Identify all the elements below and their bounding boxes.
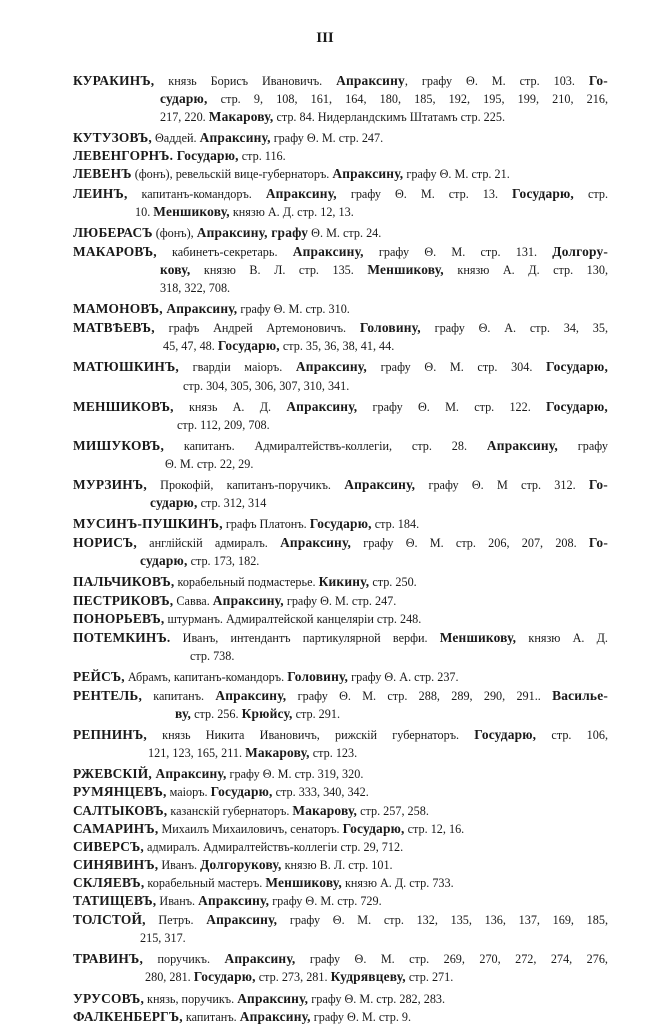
addressee: Апраксину, xyxy=(215,688,287,703)
entry-name: ПОТЕМКИНЪ. xyxy=(73,629,171,645)
entry-text: Михаилъ Михаиловичъ, сенаторъ. xyxy=(158,821,343,836)
entry-text: графу Θ. М. стр. 310. xyxy=(237,302,350,317)
index-entry xyxy=(73,515,608,533)
addressee: Государю, xyxy=(546,398,608,414)
addressee: Апраксину, xyxy=(265,185,337,201)
entry-text: 318, 322, 708. xyxy=(160,281,231,296)
entry-text: стр. 123. xyxy=(309,746,358,761)
entry-first-line xyxy=(73,990,608,1008)
addressee: Го- xyxy=(588,476,608,492)
index-entry xyxy=(73,892,608,910)
entry-first-line xyxy=(73,165,608,183)
entry-continuation-line xyxy=(73,968,608,986)
entry-name: ТАТИЩЕВЪ, xyxy=(73,893,157,909)
entry-first-line xyxy=(73,224,608,242)
entry-text: графу Θ. М. стр. 282, 283. xyxy=(308,991,446,1006)
entry-text: стр. 304, 305, 306, 307, 310, 341. xyxy=(183,378,350,393)
entry-text: штурманъ. Адмиралтейской канцеляріи стр. 248. xyxy=(164,611,422,626)
index-entry xyxy=(73,668,608,686)
entry-first-line xyxy=(73,300,608,318)
entry-first-line xyxy=(73,765,608,783)
addressee: Долгорукову, xyxy=(200,856,282,872)
entry-text: стр. 312, 314 xyxy=(197,496,267,511)
entry-text: Петръ. xyxy=(145,913,207,928)
addressee: Апраксину, xyxy=(224,951,296,967)
index-entry xyxy=(73,224,608,242)
entry-first-line xyxy=(73,838,608,856)
entry-text: графу Θ. М. стр. 729. xyxy=(269,894,382,909)
entry-text: 215, 317. xyxy=(140,931,186,946)
index-entry xyxy=(73,874,608,892)
addressee: Государю, xyxy=(309,516,372,532)
index-entry xyxy=(73,165,608,183)
addressee: Государю, xyxy=(546,359,608,375)
entry-text: стр. 173, 182. xyxy=(187,554,260,569)
index-entry xyxy=(73,300,608,318)
entry-first-line xyxy=(73,726,608,744)
entry-text: графу Θ. М. стр. 122. xyxy=(357,399,547,414)
entry-text: графу Θ. М стр. 312. xyxy=(415,477,589,492)
entry-text: Прокофій, капитанъ-поручикъ. xyxy=(146,477,345,492)
entry-text: 10. xyxy=(135,204,154,219)
addressee: кову, xyxy=(160,261,191,277)
entry-text: Θаддей. xyxy=(151,131,200,146)
index-entry xyxy=(73,534,608,570)
entry-text: Иванъ. xyxy=(156,894,199,909)
entry-name: САМАРИНЪ, xyxy=(73,820,159,836)
addressee: Апраксину, xyxy=(486,437,558,453)
entry-text: князь, поручикъ. xyxy=(144,991,238,1006)
entry-first-line xyxy=(73,892,608,910)
index-entry xyxy=(73,72,608,126)
index-entry xyxy=(73,319,608,355)
entry-text: стр. 291. xyxy=(292,707,341,722)
entry-first-line xyxy=(73,398,608,416)
entry-text: корабельный подмастерье. xyxy=(174,575,319,590)
entry-name: НОРИСЪ, xyxy=(73,535,137,551)
entry-name: СИВЕРСЪ, xyxy=(73,838,144,854)
entry-text: Савва. xyxy=(173,593,213,608)
entry-text: графу Θ. М. стр. 304. xyxy=(366,360,547,375)
entry-text: капитанъ-командоръ. xyxy=(127,186,266,201)
index-entry xyxy=(73,950,608,986)
entry-name: СКЛЯЕВЪ, xyxy=(73,874,145,890)
addressee: Государю, xyxy=(210,784,273,800)
addressee: Государю, xyxy=(342,820,405,836)
index-entry xyxy=(73,147,608,165)
entry-text: стр. 256. xyxy=(191,707,242,722)
entry-text: капитанъ. xyxy=(142,689,216,703)
entry-text: графу Θ. М. стр. 131. xyxy=(363,244,553,259)
entry-name: МУРЗИНЪ, xyxy=(73,476,147,492)
entry-first-line xyxy=(73,592,608,610)
entry-name: МАТВѢЕВЪ, xyxy=(73,320,155,336)
index-entry xyxy=(73,185,608,221)
entry-text: князю В. Л. стр. 101. xyxy=(281,857,393,872)
entry-text: (фонъ), ревельскій вице-губернаторъ. xyxy=(131,167,333,182)
entry-text: князю А. Д. стр. 733. xyxy=(341,875,454,890)
entry-name: МЕНШИКОВЪ, xyxy=(73,398,174,414)
entry-text: корабельный мастеръ. xyxy=(144,875,266,890)
entry-continuation-line xyxy=(73,279,608,297)
addressee: сударю, xyxy=(150,495,198,511)
addressee: Апраксину, xyxy=(237,990,309,1006)
entry-text: князю В. Л. стр. 135. xyxy=(190,262,368,277)
entry-text: гвардіи маіоръ. xyxy=(178,360,296,375)
entry-text: графу Θ. М. стр. 288, 289, 290, 291.. xyxy=(286,689,553,703)
entry-continuation-line xyxy=(73,261,608,279)
entry-text: князь Борисъ Ивановичъ. xyxy=(154,74,337,88)
entry-continuation-line xyxy=(73,337,608,355)
addressee: Долгору- xyxy=(552,243,608,259)
entry-name: ЛЕВЕНГОРНЪ. Государю, xyxy=(73,148,239,164)
addressee: Государю, xyxy=(193,969,256,985)
entry-first-line xyxy=(73,687,608,705)
index-entry xyxy=(73,129,608,147)
entry-name: ЛЕИНЪ, xyxy=(73,185,128,201)
addressee: Апраксину, xyxy=(206,912,278,928)
entry-name: РЕПНИНЪ, xyxy=(73,727,147,743)
addressee: Го- xyxy=(588,535,608,551)
entry-text: капитанъ. Адмиралтействъ-коллегіи, стр. 28. xyxy=(164,438,487,453)
entry-text: кабинетъ-секретарь. xyxy=(156,244,293,259)
addressee: сударю, xyxy=(160,91,208,107)
entry-first-line xyxy=(73,319,608,337)
entry-name: МИШУКОВЪ, xyxy=(73,437,164,453)
entry-first-line xyxy=(73,534,608,552)
entry-text: англійскій адмиралъ. xyxy=(136,536,281,551)
index-entry xyxy=(73,856,608,874)
addressee: Апраксину, xyxy=(292,243,364,259)
entry-text: графу Θ. М. стр. 9. xyxy=(310,1009,412,1024)
addressee: Василье- xyxy=(552,688,608,703)
index-entry xyxy=(73,726,608,762)
entry-first-line xyxy=(73,243,608,261)
entry-text: графу Θ. М. стр. 132, 135, 136, 137, 169, 185, xyxy=(277,913,608,928)
entry-first-line xyxy=(73,358,608,376)
entry-text: 121, 123, 165, 211. xyxy=(148,746,246,761)
entry-first-line xyxy=(73,874,608,892)
entry-text: стр. xyxy=(573,186,608,201)
addressee: Апраксину, xyxy=(212,592,284,608)
entry-text: стр. 35, 36, 38, 41, 44. xyxy=(279,339,395,354)
entry-continuation-line xyxy=(73,377,608,395)
addressee: Головину, xyxy=(287,668,349,684)
entry-name: САЛТЫКОВЪ, xyxy=(73,802,168,818)
index-entry xyxy=(73,765,608,783)
entry-name: МАКАРОВЪ, xyxy=(73,243,157,259)
addressee: Кикину, xyxy=(318,574,370,590)
entry-name: КУТУЗОВЪ, xyxy=(73,130,152,146)
entry-first-line xyxy=(73,185,608,203)
entry-text: графъ Платонъ. xyxy=(222,517,310,532)
entry-text: стр. 9, 108, 161, 164, 180, 185, 192, 195, 199, 210, 216, xyxy=(207,92,608,107)
addressee: Апраксину, xyxy=(286,398,358,414)
entry-text: стр. 184. xyxy=(371,517,420,532)
entry-continuation-line xyxy=(73,705,608,723)
addressee: Меншикову, xyxy=(265,874,342,890)
entry-text: графу xyxy=(557,438,608,453)
entry-name: КУРАКИНЪ, xyxy=(73,73,155,88)
entry-text: поручикъ. xyxy=(143,952,225,967)
entry-name: ТОЛСТОЙ, xyxy=(73,912,146,928)
entry-text: графу Θ. А. стр. 237. xyxy=(348,669,459,684)
entry-first-line xyxy=(73,1008,608,1026)
entry-text: стр. 273, 281. xyxy=(255,970,331,985)
entry-first-line xyxy=(73,856,608,874)
entry-text: графу Θ. М. стр. 13. xyxy=(336,186,513,201)
entry-name: ПАЛЬЧИКОВЪ, xyxy=(73,574,175,590)
addressee: Апраксину, xyxy=(280,535,352,551)
entry-continuation-line xyxy=(73,744,608,762)
entry-text: князю А. Д. xyxy=(516,630,608,645)
index-entry xyxy=(73,1008,608,1026)
entry-name: РЕЙСЪ, xyxy=(73,668,125,684)
entry-text: графу Θ. М. стр. 206, 207, 208. xyxy=(351,536,589,551)
entry-text: адмиралъ. Адмиралтействъ-коллегіи стр. 29, 712. xyxy=(143,839,404,854)
index-entry xyxy=(73,783,608,801)
entry-name: ПОНОРЬЕВЪ, xyxy=(73,610,165,626)
entry-name: УРУСОВЪ, xyxy=(73,990,144,1006)
entry-name: МАМОНОВЪ, Апраксину, xyxy=(73,301,238,317)
entry-text: графу Θ. А. стр. 34, 35, xyxy=(420,321,608,336)
entry-first-line xyxy=(73,802,608,820)
addressee: Го- xyxy=(588,73,608,88)
addressee: Меншикову, xyxy=(153,203,230,219)
addressee: Меншикову, xyxy=(367,261,444,277)
addressee: Меншикову, xyxy=(439,629,517,645)
entry-text: 45, 47, 48. xyxy=(163,339,218,354)
entry-text: графу Θ. М. стр. 319, 320. xyxy=(226,767,364,782)
addressee: Кудрявцеву, xyxy=(330,969,406,985)
index-entry xyxy=(73,437,608,473)
entry-text: стр. 271. xyxy=(405,970,454,985)
addressee: Макарову, xyxy=(245,745,310,761)
addressee: Апраксину xyxy=(336,73,405,88)
entry-text: 217, 220. xyxy=(160,110,209,125)
addressee: Апраксину, xyxy=(239,1008,311,1024)
entry-text: Абрамъ, капитанъ-командоръ. xyxy=(124,669,288,684)
entry-text: , графу Θ. М. стр. 103. xyxy=(404,74,589,88)
entry-text: 280, 281. xyxy=(145,970,194,985)
index-entry xyxy=(73,911,608,947)
index-entry xyxy=(73,243,608,297)
entry-text: графу Θ. М. стр. 269, 270, 272, 274, 276, xyxy=(295,952,608,967)
entry-first-line xyxy=(73,437,608,455)
entry-text: Θ. М. стр. 22, 29. xyxy=(165,456,254,471)
entry-text: стр. 333, 340, 342. xyxy=(272,785,369,800)
entry-text: стр. 257, 258. xyxy=(357,803,429,818)
entry-name: МАТЮШКИНЪ, xyxy=(73,359,179,375)
entry-first-line xyxy=(73,129,608,147)
addressee: Апраксину, xyxy=(332,166,404,182)
name-index xyxy=(73,71,608,1026)
addressee: ву, xyxy=(175,706,192,722)
entry-continuation-line xyxy=(73,203,608,221)
entry-name: ТРАВИНЪ, xyxy=(73,951,144,967)
entry-first-line xyxy=(73,629,608,647)
entry-first-line xyxy=(73,783,608,801)
entry-text: графу Θ. М. стр. 247. xyxy=(270,131,384,146)
index-entry xyxy=(73,838,608,856)
entry-continuation-line xyxy=(73,494,608,512)
addressee: Головину, xyxy=(359,320,421,336)
addressee: Апраксину, xyxy=(199,130,271,146)
entry-continuation-line xyxy=(73,552,608,570)
addressee: Государю, xyxy=(512,185,574,201)
index-entry xyxy=(73,476,608,512)
index-entry xyxy=(73,398,608,434)
entry-continuation-line xyxy=(73,416,608,434)
addressee: Макарову, xyxy=(292,802,358,818)
entry-name: ФАЛКЕНБЕРГЪ, xyxy=(73,1008,183,1024)
index-entry xyxy=(73,820,608,838)
entry-name: РЕНТЕЛЬ, xyxy=(73,688,142,703)
addressee: Апраксину, xyxy=(344,476,416,492)
entry-name: РУМЯНЦЕВЪ, xyxy=(73,784,167,800)
entry-text: стр. 84. Нидерландскимъ Штатамъ стр. 225. xyxy=(273,110,505,125)
entry-text: князь А. Д. xyxy=(173,399,287,414)
entry-text: стр. 738. xyxy=(190,648,235,663)
entry-text: графъ Андрей Артемоновичъ. xyxy=(154,321,360,336)
entry-text: маіоръ. xyxy=(166,785,211,800)
entry-name: МУСИНЪ-ПУШКИНЪ, xyxy=(73,516,223,532)
entry-first-line xyxy=(73,820,608,838)
addressee: Апраксину, xyxy=(198,893,270,909)
entry-text: Иванъ. xyxy=(158,857,201,872)
entry-continuation-line xyxy=(73,929,608,947)
addressee: Крюйсу, xyxy=(241,706,293,722)
entry-text: стр. 112, 209, 708. xyxy=(177,417,270,432)
entry-text: стр. 106, xyxy=(536,728,608,743)
entry-text: князю А. Д. стр. 12, 13. xyxy=(229,204,354,219)
entry-first-line xyxy=(73,668,608,686)
addressee: Макарову, xyxy=(208,109,274,125)
addressee: сударю, xyxy=(140,553,188,569)
entry-text: князь Никита Ивановичъ, рижскій губернаторъ. xyxy=(146,728,475,743)
entry-text: (фонъ), xyxy=(152,225,197,240)
entry-text: графу Θ. М. стр. 21. xyxy=(403,167,510,182)
entry-name: СИНЯВИНЪ, xyxy=(73,856,159,872)
entry-first-line xyxy=(73,610,608,628)
index-entry xyxy=(73,629,608,665)
entry-text: казанскій губернаторъ. xyxy=(167,803,293,818)
entry-continuation-line xyxy=(73,108,608,126)
entry-first-line xyxy=(73,911,608,929)
index-entry xyxy=(73,592,608,610)
page-number: III xyxy=(316,30,334,46)
entry-continuation-line xyxy=(73,647,608,665)
index-entry xyxy=(73,687,608,723)
entry-text: стр. 116. xyxy=(238,149,286,164)
entry-first-line xyxy=(73,515,608,533)
entry-name: РЖЕВСКІЙ, Апраксину, xyxy=(73,766,227,782)
index-entry xyxy=(73,990,608,1008)
index-entry xyxy=(73,802,608,820)
index-entry xyxy=(73,358,608,394)
index-entry xyxy=(73,610,608,628)
addressee: Апраксину, графу xyxy=(196,224,309,240)
addressee: Государю, xyxy=(474,727,537,743)
entry-text: графу Θ. М. стр. 247. xyxy=(283,593,397,608)
addressee: Государю, xyxy=(217,338,280,354)
entry-first-line xyxy=(73,72,608,90)
addressee: Апраксину, xyxy=(295,359,367,375)
index-entry xyxy=(73,573,608,591)
entry-text: Иванъ, интендантъ партикулярной верфи. xyxy=(170,630,440,645)
entry-continuation-line xyxy=(73,455,608,473)
entry-text: капитанъ. xyxy=(182,1009,240,1024)
entry-text: князю А. Д. стр. 130, xyxy=(443,262,608,277)
entry-first-line xyxy=(73,573,608,591)
entry-name: ЛЮБЕРАСЪ xyxy=(73,224,153,240)
entry-text: стр. 250. xyxy=(369,575,417,590)
entry-text: стр. 12, 16. xyxy=(404,821,465,836)
entry-first-line xyxy=(73,147,608,165)
entry-first-line xyxy=(73,476,608,494)
entry-text: Θ. М. стр. 24. xyxy=(308,225,382,240)
entry-continuation-line xyxy=(73,90,608,108)
entry-name: ЛЕВЕНЪ xyxy=(73,166,132,182)
entry-name: ПЕСТРИКОВЪ, xyxy=(73,592,174,608)
entry-first-line xyxy=(73,950,608,968)
